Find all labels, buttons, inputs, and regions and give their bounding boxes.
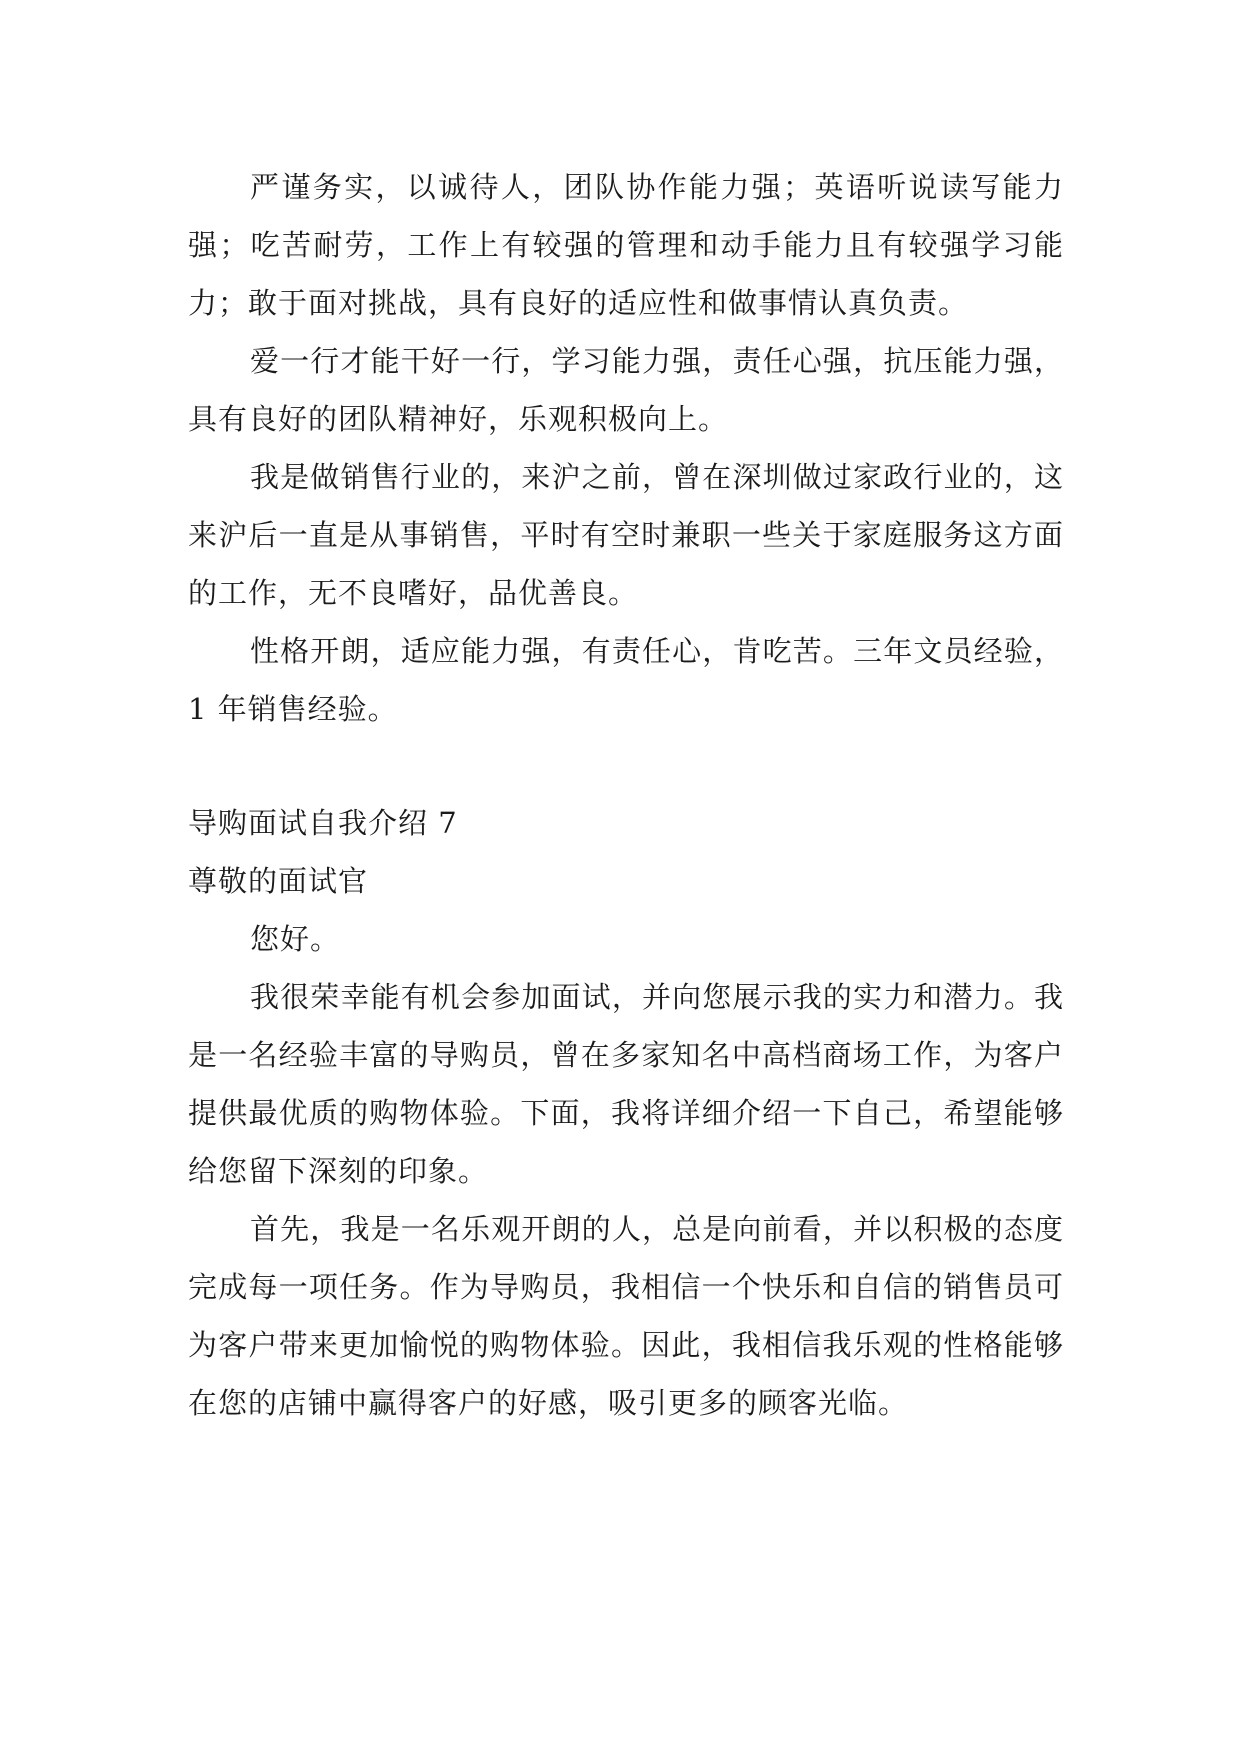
- section-title: 导购面试自我介绍 7: [188, 806, 458, 840]
- paragraph-3: 我是做销售行业的，来沪之前，曾在深圳做过家政行业的，这来沪后一直是从事销售，平时有空时兼职一些关于家庭服务这方面的工作，无不良嗜好，品优善良。: [188, 460, 1064, 610]
- document-body: [188, 158, 1064, 1432]
- salutation: 尊敬的面试官: [188, 864, 369, 898]
- paragraph-5: 我很荣幸能有机会参加面试，并向您展示我的实力和潜力。我是一名经验丰富的导购员，曾在多家知名中高档商场工作，为客户提供最优质的购物体验。下面，我将详细介绍一下自己，希望能够给您留下深刻的印象。: [188, 980, 1064, 1188]
- greeting: 您好。: [250, 922, 341, 956]
- paragraph-6: 首先，我是一名乐观开朗的人，总是向前看，并以积极的态度完成每一项任务。作为导购员，我相信一个快乐和自信的销售员可为客户带来更加愉悦的购物体验。因此，我相信我乐观的性格能够在您的店铺中赢得客户的好感，吸引更多的顾客光临。: [188, 1212, 1064, 1420]
- paragraph-2: 爱一行才能干好一行，学习能力强，责任心强，抗压能力强，具有良好的团队精神好，乐观积极向上。: [188, 344, 1064, 436]
- paragraph-4: 性格开朗，适应能力强，有责任心，肯吃苦。三年文员经验，1 年销售经验。: [188, 634, 1064, 726]
- paragraph-1: 严谨务实，以诚待人，团队协作能力强；英语听说读写能力强；吃苦耐劳，工作上有较强的管理和动手能力且有较强学习能力；敢于面对挑战，具有良好的适应性和做事情认真负责。: [188, 170, 1064, 320]
